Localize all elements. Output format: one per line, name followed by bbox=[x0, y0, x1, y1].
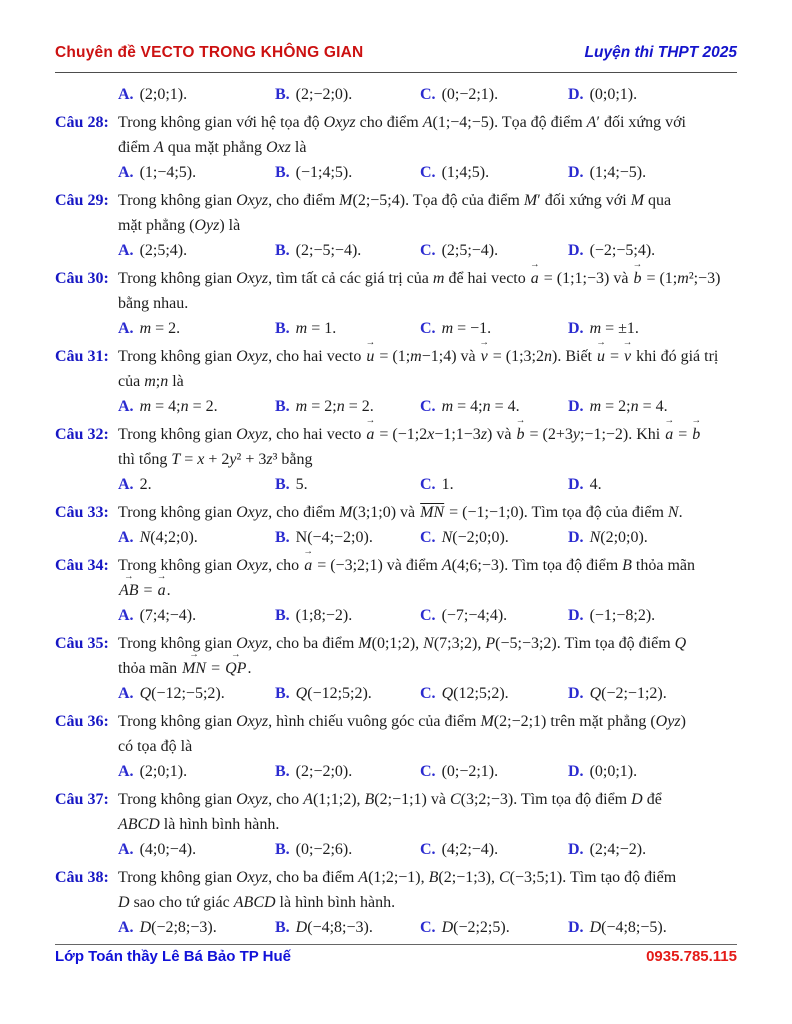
answer-letter: B. bbox=[275, 164, 290, 181]
answer-value: m = 4;n = 4. bbox=[441, 398, 520, 415]
question-text-line: Trong không gian Oxyz, cho điểm M(2;−5;4). Tọa độ của điểm M′ đối xứng với M qua bbox=[118, 192, 672, 209]
answer-letter: C. bbox=[420, 320, 436, 337]
answer-options-row bbox=[118, 525, 737, 550]
answer-value: (0;−2;1). bbox=[441, 763, 499, 780]
question-block bbox=[55, 787, 737, 862]
question-text-line: thỏa mãn MN → = QP →. bbox=[118, 656, 737, 681]
answer-letter: A. bbox=[118, 242, 134, 259]
answer-letter: B. bbox=[275, 242, 290, 259]
answer-option bbox=[275, 238, 420, 263]
question-body bbox=[118, 188, 737, 263]
footer-class-name: Lớp Toán thầy Lê Bá Bảo TP Huế bbox=[55, 948, 291, 965]
answer-letter: D. bbox=[568, 529, 584, 546]
question-text-line: AB → = a →. bbox=[118, 578, 737, 603]
question-block bbox=[55, 422, 737, 497]
question-text-line: Trong không gian Oxyz, tìm tất cả các giá trị của m để hai vecto a → = (1;1;−3) và b → = (1;m²;−3) bbox=[118, 266, 737, 291]
question-number: Câu 31: bbox=[55, 348, 109, 365]
answer-letter: B. bbox=[275, 320, 290, 337]
answer-options-row bbox=[118, 681, 737, 706]
answer-options-row bbox=[118, 759, 737, 784]
answer-value: (0;0;1). bbox=[589, 763, 638, 780]
answer-value: (4;0;−4). bbox=[139, 841, 197, 858]
answer-value: (0;−2;1). bbox=[441, 86, 499, 103]
exam-series-label: Luyện thi THPT 2025 bbox=[584, 44, 737, 61]
question-body bbox=[118, 709, 737, 784]
answer-letter: A. bbox=[118, 320, 134, 337]
answer-value: m = 1. bbox=[295, 320, 337, 337]
header-rule bbox=[55, 72, 737, 73]
answer-option bbox=[118, 160, 275, 185]
question-number: Câu 38: bbox=[55, 869, 109, 886]
answer-value: D(−2;8;−3). bbox=[139, 919, 217, 936]
question-block bbox=[55, 266, 737, 341]
answer-option bbox=[420, 603, 568, 628]
answer-letter: A. bbox=[118, 763, 134, 780]
answer-letter: B. bbox=[275, 763, 290, 780]
answer-value: (2;5;−4). bbox=[441, 242, 499, 259]
answer-option bbox=[420, 82, 568, 107]
question-block bbox=[55, 865, 737, 940]
answer-option bbox=[420, 525, 568, 550]
question-text-line: Trong không gian Oxyz, cho ba điểm M(0;1;2), N(7;3;2), P(−5;−3;2). Tìm tọa độ điểm Q bbox=[118, 635, 687, 652]
question-text-line: Trong không gian Oxyz, cho hai vecto a → = (−1;2x−1;1−3z) và b → = (2+3y;−1;−2). Khi a → = b → bbox=[118, 422, 737, 447]
answer-value: (2;−2;0). bbox=[295, 86, 353, 103]
answer-letter: B. bbox=[275, 607, 290, 624]
answer-options-row bbox=[118, 160, 737, 185]
answer-value: m = 4;n = 2. bbox=[139, 398, 218, 415]
answer-letter: A. bbox=[118, 476, 134, 493]
answer-letter: B. bbox=[275, 529, 290, 546]
answer-option bbox=[118, 472, 275, 497]
question-number: Câu 36: bbox=[55, 713, 109, 730]
answer-letter: B. bbox=[275, 476, 290, 493]
answer-letter: A. bbox=[118, 607, 134, 624]
answer-option bbox=[118, 759, 275, 784]
question-number: Câu 29: bbox=[55, 192, 109, 209]
answer-letter: B. bbox=[275, 86, 290, 103]
footer-phone-number: 0935.785.115 bbox=[646, 948, 737, 965]
answer-option bbox=[420, 394, 568, 419]
answer-value: m = ±1. bbox=[589, 320, 639, 337]
answer-value: D(−4;8;−5). bbox=[589, 919, 667, 936]
question-body bbox=[118, 110, 737, 185]
answer-value: 1. bbox=[441, 476, 454, 493]
page-header bbox=[55, 44, 737, 62]
question-block bbox=[55, 188, 737, 263]
answer-letter: D. bbox=[568, 919, 584, 936]
answer-value: (2;4;−2). bbox=[589, 841, 647, 858]
answer-letter: D. bbox=[568, 398, 584, 415]
answer-option bbox=[568, 82, 737, 107]
answer-option bbox=[118, 837, 275, 862]
question-body bbox=[118, 266, 737, 341]
answer-option bbox=[118, 82, 275, 107]
answer-option bbox=[420, 681, 568, 706]
question-text-line: có tọa độ là bbox=[118, 738, 193, 755]
answer-letter: D. bbox=[568, 763, 584, 780]
question-text-line: điểm A qua mặt phẳng Oxz là bbox=[118, 139, 307, 156]
answer-value: (−1;4;5). bbox=[295, 164, 353, 181]
answer-letter: C. bbox=[420, 607, 436, 624]
answer-option bbox=[568, 160, 737, 185]
question-text-line: Trong không gian Oxyz, cho hai vecto u → = (1;m−1;4) và v → = (1;3;2n). Biết u → = v → khi đó giá trị bbox=[118, 344, 737, 369]
answer-value: 2. bbox=[139, 476, 152, 493]
answer-option bbox=[568, 603, 737, 628]
question-text-line: ABCD là hình bình hành. bbox=[118, 816, 280, 833]
answer-option bbox=[118, 525, 275, 550]
answer-option bbox=[568, 394, 737, 419]
answer-letter: D. bbox=[568, 164, 584, 181]
answer-letter: C. bbox=[420, 242, 436, 259]
answer-option bbox=[568, 915, 737, 940]
answer-letter: D. bbox=[568, 607, 584, 624]
question-body bbox=[118, 553, 737, 628]
question-block bbox=[55, 709, 737, 784]
answer-letter: C. bbox=[420, 841, 436, 858]
answer-value: (1;8;−2). bbox=[295, 607, 353, 624]
answer-value: D(−4;8;−3). bbox=[295, 919, 373, 936]
answer-value: (2;0;1). bbox=[139, 763, 188, 780]
answer-letter: B. bbox=[275, 398, 290, 415]
question-number: Câu 28: bbox=[55, 114, 109, 131]
question-text-line: thì tổng T = x + 2y² + 3z³ bằng bbox=[118, 451, 313, 468]
answer-letter: D. bbox=[568, 841, 584, 858]
question-text-line: bằng nhau. bbox=[118, 295, 189, 312]
question-number bbox=[55, 82, 118, 107]
question-text-line: Trong không gian Oxyz, hình chiếu vuông góc của điểm M(2;−2;1) trên mặt phẳng (Oyz) bbox=[118, 713, 686, 730]
answer-letter: A. bbox=[118, 919, 134, 936]
page-footer bbox=[55, 944, 737, 965]
answer-option bbox=[275, 837, 420, 862]
answer-letter: A. bbox=[118, 86, 134, 103]
answer-option bbox=[420, 316, 568, 341]
answer-options-row bbox=[118, 603, 737, 628]
answer-option bbox=[568, 525, 737, 550]
answer-value: (−7;−4;4). bbox=[441, 607, 508, 624]
answer-value: (0;−2;6). bbox=[295, 841, 353, 858]
answer-value: (7;4;−4). bbox=[139, 607, 197, 624]
answer-option bbox=[275, 915, 420, 940]
answer-option bbox=[568, 238, 737, 263]
question-body bbox=[118, 787, 737, 862]
answer-value: Q(−12;−5;2). bbox=[139, 685, 225, 702]
question-text-line: Trong không gian Oxyz, cho ba điểm A(1;2;−1), B(2;−1;3), C(−3;5;1). Tìm tạo độ điểm bbox=[118, 869, 677, 886]
question-block bbox=[55, 500, 737, 550]
answer-options-row bbox=[118, 238, 737, 263]
answer-option bbox=[275, 394, 420, 419]
question-text-line: mặt phẳng (Oyz) là bbox=[118, 217, 241, 234]
answer-options-row bbox=[118, 915, 737, 940]
answer-option bbox=[420, 915, 568, 940]
answer-value: (−1;−8;2). bbox=[589, 607, 656, 624]
answer-option bbox=[118, 238, 275, 263]
answer-letter: C. bbox=[420, 685, 436, 702]
answer-options-row bbox=[118, 82, 737, 107]
question-text-line: Trong không gian Oxyz, cho a → = (−3;2;1) và điểm A(4;6;−3). Tìm tọa độ điểm B thỏa mãn bbox=[118, 553, 737, 578]
answer-option bbox=[118, 394, 275, 419]
answer-value: m = 2;n = 4. bbox=[589, 398, 668, 415]
answer-value: 4. bbox=[589, 476, 602, 493]
answer-option bbox=[275, 472, 420, 497]
answer-option bbox=[568, 837, 737, 862]
answer-value: D(−2;2;5). bbox=[441, 919, 510, 936]
answer-letter: C. bbox=[420, 529, 436, 546]
answer-option bbox=[275, 82, 420, 107]
answer-option bbox=[568, 316, 737, 341]
answer-option bbox=[420, 759, 568, 784]
question-number: Câu 37: bbox=[55, 791, 109, 808]
answer-option bbox=[118, 915, 275, 940]
answer-letter: B. bbox=[275, 685, 290, 702]
answer-letter: C. bbox=[420, 763, 436, 780]
answer-option bbox=[568, 472, 737, 497]
answer-letter: D. bbox=[568, 242, 584, 259]
question-block bbox=[55, 553, 737, 628]
answer-options-row bbox=[118, 394, 737, 419]
answer-value: (0;0;1). bbox=[589, 86, 638, 103]
answer-letter: D. bbox=[568, 476, 584, 493]
answer-letter: A. bbox=[118, 164, 134, 181]
answer-letter: A. bbox=[118, 841, 134, 858]
question-text-line: của m;n là bbox=[118, 373, 184, 390]
answer-value: (−2;−5;4). bbox=[589, 242, 656, 259]
question-block bbox=[55, 344, 737, 419]
questions-area bbox=[55, 82, 737, 940]
question-number: Câu 35: bbox=[55, 635, 109, 652]
answer-value: N(4;2;0). bbox=[139, 529, 198, 546]
question-number: Câu 33: bbox=[55, 504, 109, 521]
question-body bbox=[118, 865, 737, 940]
answer-options-row bbox=[118, 837, 737, 862]
answer-value: m = 2. bbox=[139, 320, 181, 337]
answer-option bbox=[420, 160, 568, 185]
answer-value: Q(12;5;2). bbox=[441, 685, 509, 702]
question-body bbox=[118, 631, 737, 706]
question-text-line: Trong không gian Oxyz, cho A(1;1;2), B(2;−1;1) và C(3;2;−3). Tìm tọa độ điểm D để bbox=[118, 791, 662, 808]
answer-value: m = 2;n = 2. bbox=[295, 398, 374, 415]
answer-value: (2;−2;0). bbox=[295, 763, 353, 780]
question-text-line: Trong không gian với hệ tọa độ Oxyz cho điểm A(1;−4;−5). Tọa độ điểm A′ đối xứng với bbox=[118, 114, 686, 131]
question-number: Câu 34: bbox=[55, 557, 109, 574]
answer-value: (2;−5;−4). bbox=[295, 242, 362, 259]
question-body bbox=[118, 422, 737, 497]
question-number: Câu 30: bbox=[55, 270, 109, 287]
answer-value: m = −1. bbox=[441, 320, 492, 337]
answer-option bbox=[118, 316, 275, 341]
answer-value: (4;2;−4). bbox=[441, 841, 499, 858]
question-number: Câu 32: bbox=[55, 426, 109, 443]
answer-option bbox=[275, 603, 420, 628]
answer-options-row bbox=[118, 316, 737, 341]
answer-value: (2;0;1). bbox=[139, 86, 188, 103]
question-text-line: Trong không gian Oxyz, cho điểm M(3;1;0) và $\overline{MN}$ = (−1;−1;0). Tìm tọa độ của điểm N. bbox=[118, 504, 683, 521]
answer-option bbox=[420, 238, 568, 263]
answer-letter: B. bbox=[275, 841, 290, 858]
question-text-line: D sao cho tứ giác ABCD là hình bình hành. bbox=[118, 894, 396, 911]
answer-letter: A. bbox=[118, 529, 134, 546]
answer-letter: A. bbox=[118, 398, 134, 415]
answer-value: N(2;0;0). bbox=[589, 529, 648, 546]
answer-value: 5. bbox=[295, 476, 308, 493]
answer-option bbox=[118, 603, 275, 628]
doc-title: Chuyên đề VECTO TRONG KHÔNG GIAN bbox=[55, 44, 364, 61]
answer-option bbox=[420, 472, 568, 497]
answer-value: N(−4;−2;0). bbox=[295, 529, 373, 546]
question-body bbox=[118, 344, 737, 419]
answer-option bbox=[118, 681, 275, 706]
question-body bbox=[118, 500, 737, 550]
answer-option bbox=[275, 316, 420, 341]
answer-value: (1;−4;5). bbox=[139, 164, 197, 181]
answer-letter: C. bbox=[420, 476, 436, 493]
answer-value: Q(−12;5;2). bbox=[295, 685, 372, 702]
answer-value: (1;4;−5). bbox=[589, 164, 647, 181]
answer-value: (1;4;5). bbox=[441, 164, 490, 181]
answer-option bbox=[275, 681, 420, 706]
question-block bbox=[55, 631, 737, 706]
answer-option bbox=[420, 837, 568, 862]
answer-value: N(−2;0;0). bbox=[441, 529, 509, 546]
answer-letter: D. bbox=[568, 320, 584, 337]
answer-letter: C. bbox=[420, 86, 436, 103]
answer-option bbox=[275, 759, 420, 784]
answer-letter: C. bbox=[420, 919, 436, 936]
question-block-continuation bbox=[55, 82, 737, 107]
answer-option bbox=[275, 160, 420, 185]
answer-option bbox=[568, 759, 737, 784]
answer-options-row bbox=[118, 472, 737, 497]
answer-letter: B. bbox=[275, 919, 290, 936]
answer-letter: D. bbox=[568, 685, 584, 702]
answer-letter: A. bbox=[118, 685, 134, 702]
answer-letter: D. bbox=[568, 86, 584, 103]
answer-value: (2;5;4). bbox=[139, 242, 188, 259]
answer-option bbox=[568, 681, 737, 706]
answer-option bbox=[275, 525, 420, 550]
question-block bbox=[55, 110, 737, 185]
answer-letter: C. bbox=[420, 398, 436, 415]
answer-value: Q(−2;−1;2). bbox=[589, 685, 667, 702]
answer-letter: C. bbox=[420, 164, 436, 181]
